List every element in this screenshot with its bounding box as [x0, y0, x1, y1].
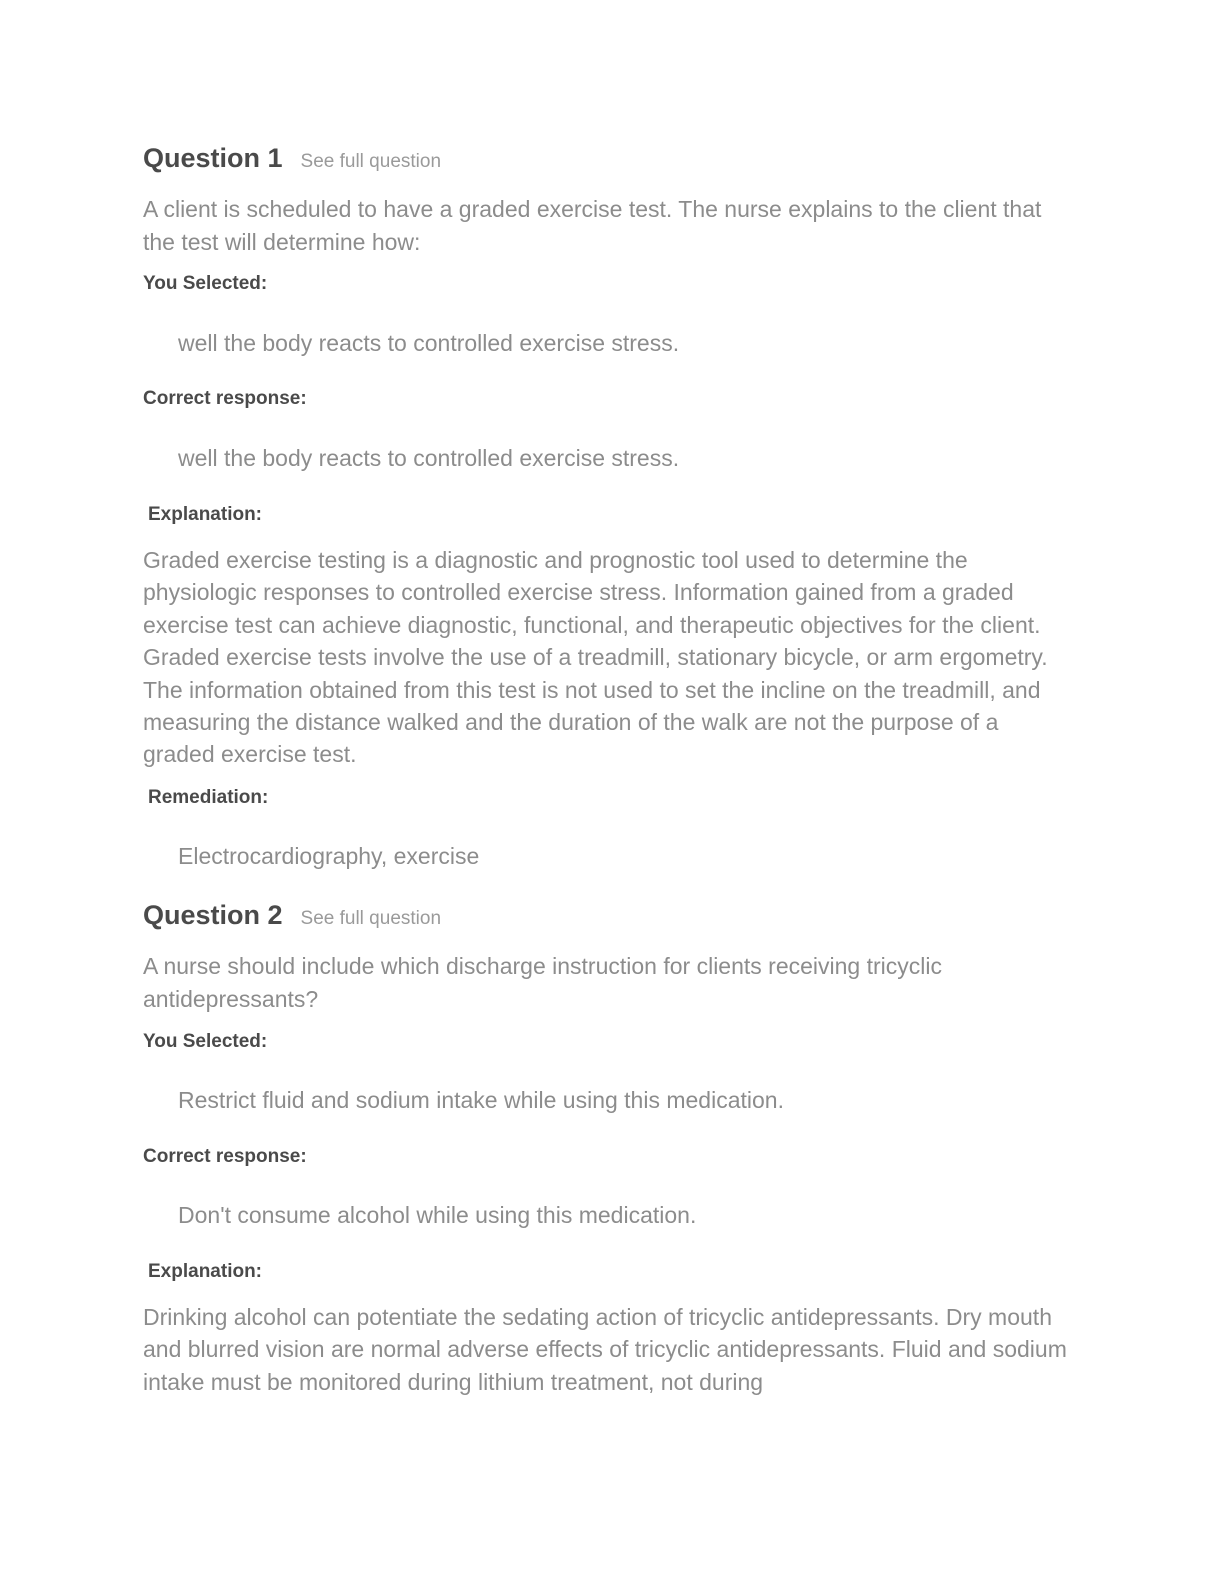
- explanation-text: Drinking alcohol can potentiate the sedating action of tricyclic antidepressants. Dry mouth and blurred vision are normal adverse effects of tricyclic antidepressants. Fluid and sodium intake must be monitored during lithium treatment, not during: [143, 1304, 1067, 1395]
- correct-response-answer: Don't consume alcohol while using this medication.: [178, 1202, 697, 1228]
- see-full-question-link[interactable]: See full question: [300, 151, 442, 172]
- question-title: Question 2: [143, 900, 283, 930]
- remediation-label: Remediation:: [148, 787, 269, 808]
- question-title: Question 1: [143, 143, 283, 173]
- explanation-text: Graded exercise testing is a diagnostic and prognostic tool used to determine the physiologic responses to controlled exercise stress. Information gained from a graded exercise test can achieve diagnostic, functional, and therapeutic objectives for the client. Graded exercise tests involve the use of a treadmill, stationary bicycle, or arm ergometry. The information obtained from this test is not used to set the incline on the treadmill, and measuring the distance walked and the duration of the walk are not the purpose of a graded exercise test.: [143, 547, 1048, 768]
- you-selected-answer: Restrict fluid and sodium intake while using this medication.: [178, 1087, 784, 1113]
- you-selected-label: You Selected:: [143, 273, 268, 294]
- explanation-label: Explanation:: [148, 1261, 263, 1282]
- question-stem: A client is scheduled to have a graded exercise test. The nurse explains to the client that the test will determine how:: [143, 196, 1042, 255]
- explanation-label: Explanation:: [148, 504, 263, 525]
- correct-response-answer: well the body reacts to controlled exercise stress.: [178, 445, 680, 471]
- correct-response-label: Correct response:: [143, 388, 307, 409]
- you-selected-answer: well the body reacts to controlled exercise stress.: [178, 330, 680, 356]
- question-1-heading: [143, 143, 441, 174]
- see-full-question-link[interactable]: See full question: [300, 908, 442, 929]
- question-stem: A nurse should include which discharge instruction for clients receiving tricyclic antidepressants?: [143, 953, 942, 1012]
- remediation-text: Electrocardiography, exercise: [178, 843, 480, 869]
- correct-response-label: Correct response:: [143, 1146, 307, 1167]
- question-2-heading: [143, 900, 441, 931]
- you-selected-label: You Selected:: [143, 1031, 268, 1052]
